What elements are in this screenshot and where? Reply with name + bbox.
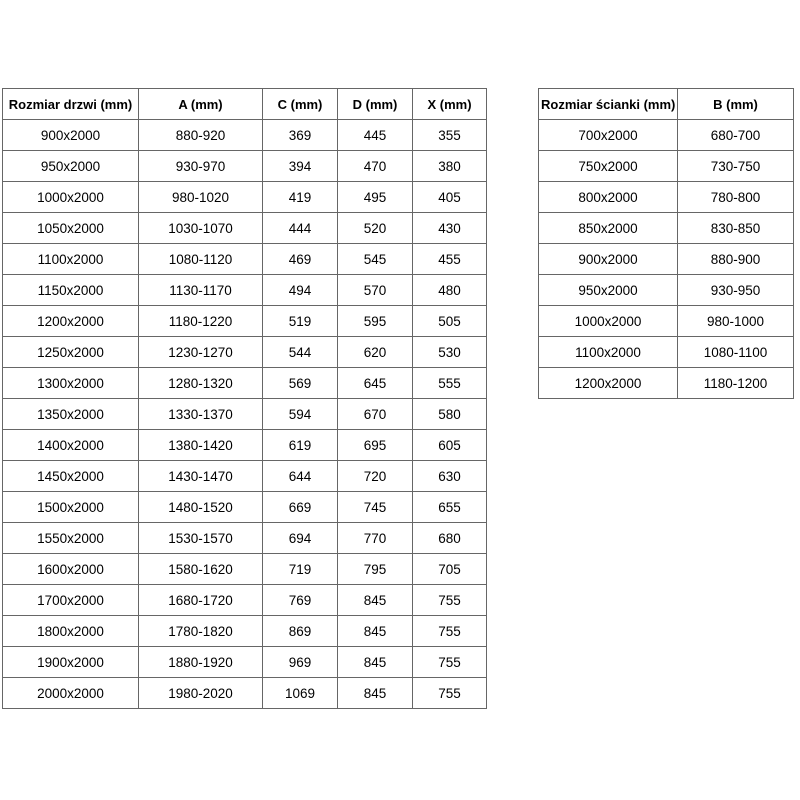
cell: 644 [263, 461, 338, 492]
table-row [3, 585, 487, 616]
cell: 1480-1520 [139, 492, 263, 523]
table-row [539, 306, 794, 337]
cell: 1680-1720 [139, 585, 263, 616]
cell: 1200x2000 [539, 368, 678, 399]
cell: 880-900 [678, 244, 794, 275]
cell: 595 [338, 306, 413, 337]
cell: 719 [263, 554, 338, 585]
cell: 1180-1200 [678, 368, 794, 399]
cell: 405 [413, 182, 487, 213]
cell: 900x2000 [3, 120, 139, 151]
cell: 1430-1470 [139, 461, 263, 492]
column-header: Rozmiar ścianki (mm) [539, 89, 678, 120]
cell: 680-700 [678, 120, 794, 151]
cell: 1700x2000 [3, 585, 139, 616]
cell: 950x2000 [3, 151, 139, 182]
cell: 769 [263, 585, 338, 616]
cell: 1330-1370 [139, 399, 263, 430]
table-row [3, 120, 487, 151]
cell: 700x2000 [539, 120, 678, 151]
cell: 1600x2000 [3, 554, 139, 585]
cell: 1900x2000 [3, 647, 139, 678]
cell: 569 [263, 368, 338, 399]
cell: 469 [263, 244, 338, 275]
column-header: X (mm) [413, 89, 487, 120]
cell: 795 [338, 554, 413, 585]
cell: 930-950 [678, 275, 794, 306]
cell: 900x2000 [539, 244, 678, 275]
cell: 545 [338, 244, 413, 275]
cell: 620 [338, 337, 413, 368]
cell: 755 [413, 616, 487, 647]
cell: 845 [338, 647, 413, 678]
cell: 950x2000 [539, 275, 678, 306]
table-row [3, 554, 487, 585]
cell: 730-750 [678, 151, 794, 182]
column-header: A (mm) [139, 89, 263, 120]
cell: 419 [263, 182, 338, 213]
cell: 445 [338, 120, 413, 151]
cell: 800x2000 [539, 182, 678, 213]
cell: 930-970 [139, 151, 263, 182]
cell: 1130-1170 [139, 275, 263, 306]
cell: 430 [413, 213, 487, 244]
cell: 2000x2000 [3, 678, 139, 709]
cell: 669 [263, 492, 338, 523]
cell: 519 [263, 306, 338, 337]
cell: 880-920 [139, 120, 263, 151]
cell: 755 [413, 585, 487, 616]
cell: 1500x2000 [3, 492, 139, 523]
cell: 1100x2000 [539, 337, 678, 368]
cell: 1530-1570 [139, 523, 263, 554]
cell: 645 [338, 368, 413, 399]
table-row [3, 461, 487, 492]
cell: 845 [338, 616, 413, 647]
cell: 1000x2000 [3, 182, 139, 213]
table-row [3, 368, 487, 399]
cell: 1580-1620 [139, 554, 263, 585]
cell: 850x2000 [539, 213, 678, 244]
table-row [539, 275, 794, 306]
cell: 780-800 [678, 182, 794, 213]
table-row [3, 151, 487, 182]
table-row [3, 337, 487, 368]
cell: 755 [413, 678, 487, 709]
table-row [3, 213, 487, 244]
cell: 495 [338, 182, 413, 213]
cell: 1180-1220 [139, 306, 263, 337]
cell: 845 [338, 585, 413, 616]
cell: 570 [338, 275, 413, 306]
cell: 480 [413, 275, 487, 306]
table-row [3, 647, 487, 678]
cell: 1800x2000 [3, 616, 139, 647]
cell: 695 [338, 430, 413, 461]
cell: 655 [413, 492, 487, 523]
cell: 1080-1120 [139, 244, 263, 275]
cell: 630 [413, 461, 487, 492]
cell: 470 [338, 151, 413, 182]
table-row [3, 616, 487, 647]
column-header: B (mm) [678, 89, 794, 120]
cell: 494 [263, 275, 338, 306]
cell: 594 [263, 399, 338, 430]
cell: 1380-1420 [139, 430, 263, 461]
cell: 980-1000 [678, 306, 794, 337]
cell: 1780-1820 [139, 616, 263, 647]
cell: 1450x2000 [3, 461, 139, 492]
cell: 605 [413, 430, 487, 461]
table-row [3, 182, 487, 213]
table-row [539, 244, 794, 275]
header-row [539, 89, 794, 120]
cell: 755 [413, 647, 487, 678]
table-row [3, 275, 487, 306]
cell: 830-850 [678, 213, 794, 244]
table-row [539, 120, 794, 151]
cell: 680 [413, 523, 487, 554]
cell: 720 [338, 461, 413, 492]
cell: 1300x2000 [3, 368, 139, 399]
table-row [3, 523, 487, 554]
table-row [3, 399, 487, 430]
cell: 1030-1070 [139, 213, 263, 244]
cell: 455 [413, 244, 487, 275]
cell: 394 [263, 151, 338, 182]
table-row [539, 182, 794, 213]
cell: 619 [263, 430, 338, 461]
cell: 555 [413, 368, 487, 399]
table-row [539, 368, 794, 399]
table-row [3, 430, 487, 461]
cell: 750x2000 [539, 151, 678, 182]
cell: 1000x2000 [539, 306, 678, 337]
cell: 520 [338, 213, 413, 244]
table-row [539, 213, 794, 244]
cell: 1400x2000 [3, 430, 139, 461]
cell: 670 [338, 399, 413, 430]
table-row [3, 244, 487, 275]
cell: 980-1020 [139, 182, 263, 213]
cell: 1150x2000 [3, 275, 139, 306]
table-row [539, 151, 794, 182]
column-header: C (mm) [263, 89, 338, 120]
door-size-table [2, 88, 487, 709]
cell: 580 [413, 399, 487, 430]
cell: 444 [263, 213, 338, 244]
cell: 1550x2000 [3, 523, 139, 554]
column-header: D (mm) [338, 89, 413, 120]
cell: 1350x2000 [3, 399, 139, 430]
cell: 1069 [263, 678, 338, 709]
cell: 1050x2000 [3, 213, 139, 244]
cell: 1980-2020 [139, 678, 263, 709]
cell: 355 [413, 120, 487, 151]
cell: 845 [338, 678, 413, 709]
header-row [3, 89, 487, 120]
table-row [3, 492, 487, 523]
wall-size-table [538, 88, 794, 399]
cell: 505 [413, 306, 487, 337]
cell: 369 [263, 120, 338, 151]
cell: 869 [263, 616, 338, 647]
table-row [3, 306, 487, 337]
cell: 544 [263, 337, 338, 368]
cell: 969 [263, 647, 338, 678]
cell: 1080-1100 [678, 337, 794, 368]
column-header: Rozmiar drzwi (mm) [3, 89, 139, 120]
table-row [3, 678, 487, 709]
cell: 1250x2000 [3, 337, 139, 368]
cell: 770 [338, 523, 413, 554]
cell: 1280-1320 [139, 368, 263, 399]
cell: 745 [338, 492, 413, 523]
cell: 1230-1270 [139, 337, 263, 368]
table-row [539, 337, 794, 368]
cell: 694 [263, 523, 338, 554]
cell: 380 [413, 151, 487, 182]
cell: 1880-1920 [139, 647, 263, 678]
cell: 530 [413, 337, 487, 368]
cell: 1200x2000 [3, 306, 139, 337]
cell: 705 [413, 554, 487, 585]
cell: 1100x2000 [3, 244, 139, 275]
